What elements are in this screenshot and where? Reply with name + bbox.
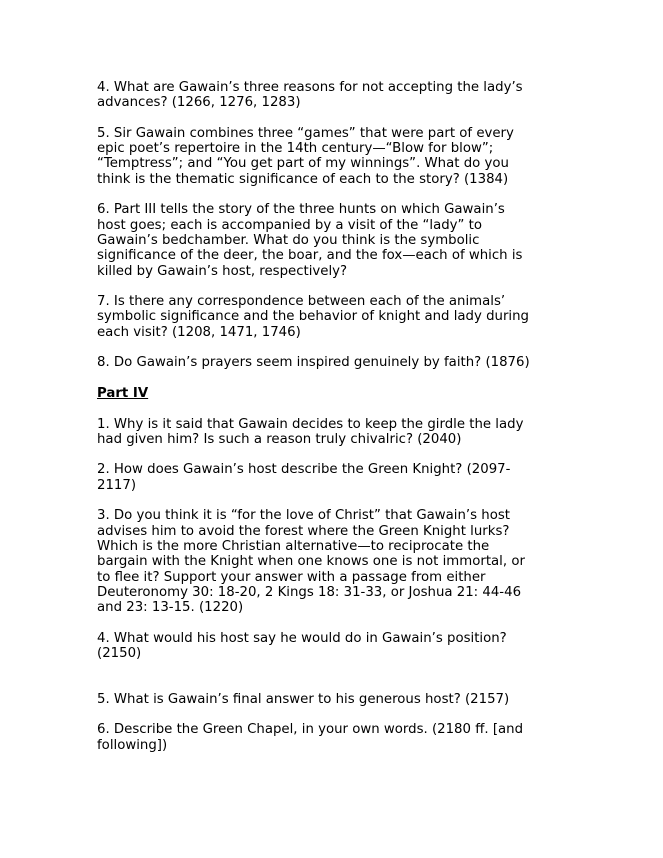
part4-question-5: 5. What is Gawain’s final answer to his generous host? (2157) bbox=[97, 691, 510, 707]
part4-question-1: 1. Why is it said that Gawain decides to keep the girdle the lady had given him? Is such a reason truly chivalric? (2040) bbox=[97, 416, 524, 447]
part3-question-6: 6. Part III tells the story of the three hunts on which Gawain’s host goes; each is accompanied by a visit of the “lady” to Gawain’s bedchamber. What do you think is the symbolic significance of the deer, the boar, and the fox—each of which is killed by Gawain’s host, respectively? bbox=[97, 202, 523, 279]
part4-question-2: 2. How does Gawain’s host describe the Green Knight? (2097- 2117) bbox=[97, 462, 511, 493]
part4-question-3: 3. Do you think it is “for the love of Christ” that Gawain’s host advises him to avoid the forest where the Green Knight lurks? Which is the more Christian alternative—to reciprocate the bargain with the Knight when one knows one is not immortal, or to flee it? Support your answer with a passage from either Deuteronomy 30: 18-20, 2 Kings 18: 31-33, or Joshua 21: 44-46 and 23: 13-15. (1220) bbox=[97, 508, 525, 616]
part4-question-4: 4. What would his host say he would do in Gawain’s position? (2150) bbox=[97, 630, 507, 661]
part3-question-4: 4. What are Gawain’s three reasons for not accepting the lady’s advances? (1266, 1276, 1283) bbox=[97, 80, 523, 111]
part3-question-7: 7. Is there any correspondence between each of the animals’ symbolic significance and the behavior of knight and lady during each visit? (1208, 1471, 1746) bbox=[97, 294, 529, 340]
part3-question-5: 5. Sir Gawain combines three “games” that were part of every epic poet’s repertoire in the 14th century—“Blow for blow”; “Temptress”; and “You get part of my winnings”. What do you think is the thematic significance of each to the story? (1384) bbox=[97, 125, 514, 187]
part-iv-heading: Part IV bbox=[97, 385, 149, 401]
part4-question-6: 6. Describe the Green Chapel, in your own words. (2180 ff. [and following]) bbox=[97, 722, 524, 753]
part3-question-8: 8. Do Gawain’s prayers seem inspired genuinely by faith? (1876) bbox=[97, 355, 530, 371]
document-page bbox=[97, 80, 567, 768]
